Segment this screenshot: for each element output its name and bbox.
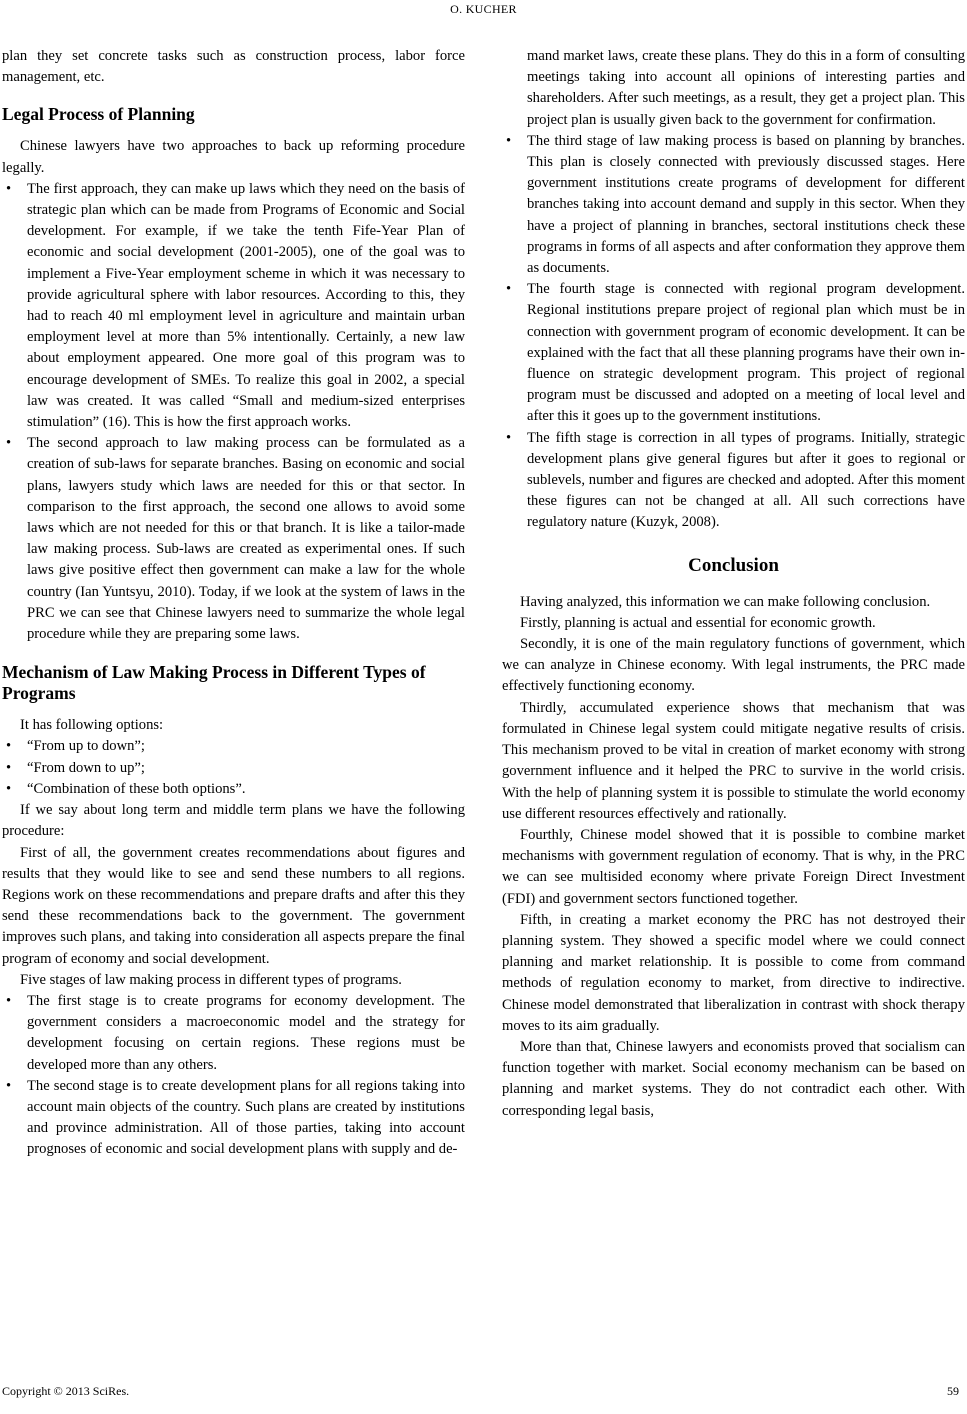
section-heading-conclusion: Conclusion: [688, 554, 779, 576]
paragraph: plan they set concrete tasks such as construction process, labor force management, etc.: [2, 48, 465, 86]
bullet-item: • The fourth stage is connected with regional program development. Regional institutions prepare project of regional plan which must be in connection with government program of economic development. It can be explained with the fact that all these planning programs have their own influence on strategic development program. This project of regional program must be discussed and adopted on a meeting of local level and after this it goes up to the government institutions.: [502, 279, 965, 427]
bullet-list-approaches: [2, 179, 465, 645]
paragraph: Firstly, planning is actual and essential for economic growth.: [520, 614, 876, 631]
paragraph: Five stages of law making process in different types of programs.: [20, 971, 402, 988]
running-head: O. KUCHER: [450, 2, 517, 16]
bullet-item: • “Combination of these both options”.: [2, 779, 465, 800]
paragraph: Fourthly, Chinese model showed that it is possible to combine market mechanisms with government regulation of economy. That is why, in the PRC we can see multisided economy where private Foreign Direct Investment (FDI) and government sectors functioned together.: [502, 826, 965, 907]
paragraph: Fifth, in creating a market economy the PRC has not destroyed their planning system. They showed a specific model where we could connect planning and market relationship. It is possible to come from command methods of regulation economy to market, from directive to indirective. Chinese model demonstrated that liberalization in contrast with shock therapy moves to its aim gradually.: [502, 911, 965, 1034]
copyright-notice: Copyright © 2013 SciRes.: [2, 1384, 130, 1398]
bullet-item: • The second stage is to create development plans for all regions taking into account main objects of the country. Such plans are created by institutions and province administration. All of those parties, taking into account prognoses of economic and social development plans with supply and de-: [2, 1076, 465, 1161]
bullet-item: • The second approach to law making process can be formulated as a creation of sub-laws for separate branches. Basing on economic and social plans, lawyers study which laws are needed for this or that sector. In comparison to the first approach, the second one allows to avoid some laws which are not needed for this or that branch. It is like a tailor-made law making process. Sub-laws are created as experimental ones. If such laws give positive effect then government can make a law for the whole country (Ian Yuntsyu, 2010). Today, if we look at the system of laws in the PRC we can see that Chinese lawyers need to summarize the whole legal procedure while they are preparing some laws.: [2, 433, 465, 645]
bullet-list-stages-continued: [502, 46, 965, 534]
paragraph: Secondly, it is one of the main regulatory functions of government, which we can analyze in Chinese economy. With legal instruments, the PRC made effectively functioning economy.: [502, 636, 965, 695]
bullet-item-continuation: [502, 46, 965, 131]
bullet-item: • “From down to up”;: [2, 758, 465, 779]
paragraph: Thirdly, accumulated experience shows that mechanism that was formulated in Chinese legal system could mitigate negative results of crisis. This mechanism proved to be vital in creation of market economy with strong government influence and it helped the PRC to survive in the world crisis. With the help of planning system it is possible to stimulate the world economy use different resources effectively and rationally.: [502, 699, 965, 822]
bullet-continuation-text: mand market laws, create these plans. They do this in a form of consulting meetings taking into account all opinions of interesting parties and shareholders. After such meetings, as a result, they get a project plan. This project plan is usually given back to the government for confirmation.: [527, 48, 965, 128]
paragraph: More than that, Chinese lawyers and economists proved that socialism can function together with market. Social economy mechanism can be based on planning and market systems. They do not contradict each other. With corresponding legal basis,: [502, 1038, 965, 1119]
paragraph: It has following options:: [20, 717, 164, 734]
bullet-item: • The first stage is to create programs for economy development. The government considers a macroeconomic model and the strategy for development focusing on certain regions. These regions must be developed more than any others.: [2, 991, 465, 1076]
page-number: 59: [947, 1384, 959, 1398]
bullet-item: • The third stage of law making process is based on planning by branches. This plan is closely connected with previously discussed stages. Here government institutions create programs of development for different branches taking into account demand and supply in this sector. When they have a project of planning in branches, sectoral institutions check these programs in forms of all aspects and after conformation they approve them as documents.: [502, 131, 965, 279]
bullet-item: • “From up to down”;: [2, 736, 465, 757]
bullet-list-stages: [2, 991, 465, 1161]
paragraph: First of all, the government creates recommendations about figures and results that they would like to see and send these numbers to all regions. Regions work on these recommendations and prepare drafts and after this they send these recommendations back to the government. The government improves such plans, and taking into consideration all aspects prepare the final program of economy and social development.: [2, 844, 465, 967]
paragraph: If we say about long term and middle term plans we have the following procedure:: [2, 802, 465, 840]
paragraph: Having analyzed, this information we can make following conclusion.: [520, 593, 931, 610]
right-column: [502, 46, 965, 1122]
paragraph: Chinese lawyers have two approaches to back up reforming procedure legally.: [2, 138, 465, 176]
left-column: [2, 46, 465, 1161]
bullet-item: • The first approach, they can make up laws which they need on the basis of strategic plan which can be made from Programs of Economic and Social development. For example, if we take the tenth Fife-Year Plan of economic and social development (2001-2005), one of the goal was to implement a Five-Year employment scheme in which it was necessary to provide agricultural sphere with labor resources. According to this, they had to reach 40 ml employment level in agriculture and maintain urban employment level at more than 5% intentionally. Certainly, a new law about employment appeared. One more goal of this program was to encourage development of SMEs. To realize this goal in 2002, a special law was created. It was called “Small and medium-sized enterprises stimulation” (16). This is how the first approach works.: [2, 179, 465, 433]
bullet-item: • The fifth stage is correction in all types of programs. Initially, strategic development plans give general figures but after it goes to regional or sublevels, number and figures are checked and adopted. After this moment these figures can not be changed at all. All such corrections have regulatory nature (Kuzyk, 2008).: [502, 428, 965, 534]
section-heading-mechanism: Mechanism of Law Making Process in Different Types of Programs: [2, 662, 426, 704]
section-heading-legal-process: Legal Process of Planning: [2, 104, 195, 125]
bullet-list-options: [2, 736, 465, 800]
